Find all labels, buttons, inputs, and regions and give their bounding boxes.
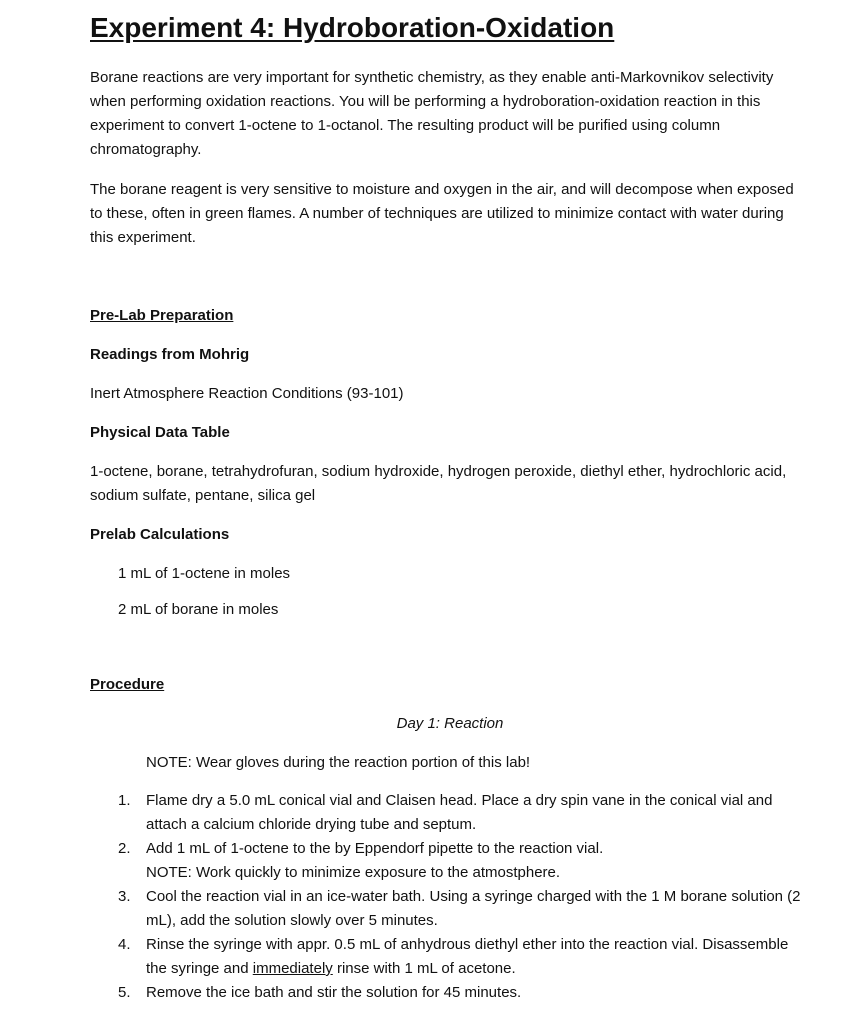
procedure-heading: Procedure bbox=[90, 676, 165, 693]
prelab-heading: Pre-Lab Preparation bbox=[90, 307, 234, 324]
step-note: NOTE: Work quickly to minimize exposure to the atmostphere. bbox=[146, 864, 561, 881]
calc-item: 1 mL of 1-octene in moles bbox=[118, 565, 291, 582]
page-title: Experiment 4: Hydroboration-Oxidation bbox=[90, 12, 615, 43]
physical-data-text: 1-octene, borane, tetrahydrofuran, sodium hydroxide, hydrogen peroxide, diethyl ether, hydrochloric acid, sodium sulfate, pentane, silica gel bbox=[90, 463, 787, 504]
procedure-step bbox=[90, 885, 810, 933]
gloves-note: NOTE: Wear gloves during the reaction portion of this lab! bbox=[146, 754, 531, 771]
readings-text: Inert Atmosphere Reaction Conditions (93-101) bbox=[90, 385, 404, 402]
step-text: Cool the reaction vial in an ice-water bath. Using a syringe charged with the 1 M borane solution (2 mL), add the solution slowly over 5 minutes. bbox=[146, 888, 801, 929]
day-title: Day 1: Reaction bbox=[396, 715, 504, 732]
step-text-end: rinse with 1 mL of acetone. bbox=[332, 960, 516, 977]
procedure-step bbox=[90, 789, 810, 837]
step-text: Remove the ice bath and stir the solution for 45 minutes. bbox=[146, 984, 522, 1001]
intro-paragraph-1: Borane reactions are very important for synthetic chemistry, as they enable anti-Markovnikov selectivity when performing oxidation reactions. You will be performing a hydroboration-oxidation reaction in this experiment to convert 1-octene to 1-octanol. The resulting product will be purified using column chromatography. bbox=[90, 69, 774, 158]
calc-item: 2 mL of borane in moles bbox=[118, 601, 279, 618]
physical-data-heading: Physical Data Table bbox=[90, 424, 230, 441]
procedure-step bbox=[90, 837, 810, 885]
procedure-step bbox=[90, 981, 810, 1005]
step-text: Add 1 mL of 1-octene to the by Eppendorf pipette to the reaction vial. bbox=[146, 840, 604, 857]
readings-heading: Readings from Mohrig bbox=[90, 346, 250, 363]
step-text: Flame dry a 5.0 mL conical vial and Claisen head. Place a dry spin vane in the conical vial and attach a calcium chloride drying tube and septum. bbox=[146, 792, 773, 833]
step-number: 5. bbox=[118, 984, 131, 1001]
step-number: 3. bbox=[118, 888, 131, 905]
intro-paragraph-2: The borane reagent is very sensitive to moisture and oxygen in the air, and will decompose when exposed to these, often in green flames. A number of techniques are utilized to minimize contact with water during this experiment. bbox=[90, 181, 794, 246]
step-text: Rinse the syringe with appr. 0.5 mL of anhydrous diethyl ether into the reaction vial. Disassemble the syringe and bbox=[146, 936, 789, 977]
procedure-steps bbox=[90, 789, 810, 1005]
step-number: 2. bbox=[118, 840, 131, 857]
procedure-step bbox=[90, 933, 810, 981]
step-number: 1. bbox=[118, 792, 131, 809]
prelab-calculations-heading: Prelab Calculations bbox=[90, 526, 230, 543]
step-emphasis: immediately bbox=[252, 960, 333, 977]
step-number: 4. bbox=[118, 936, 131, 953]
